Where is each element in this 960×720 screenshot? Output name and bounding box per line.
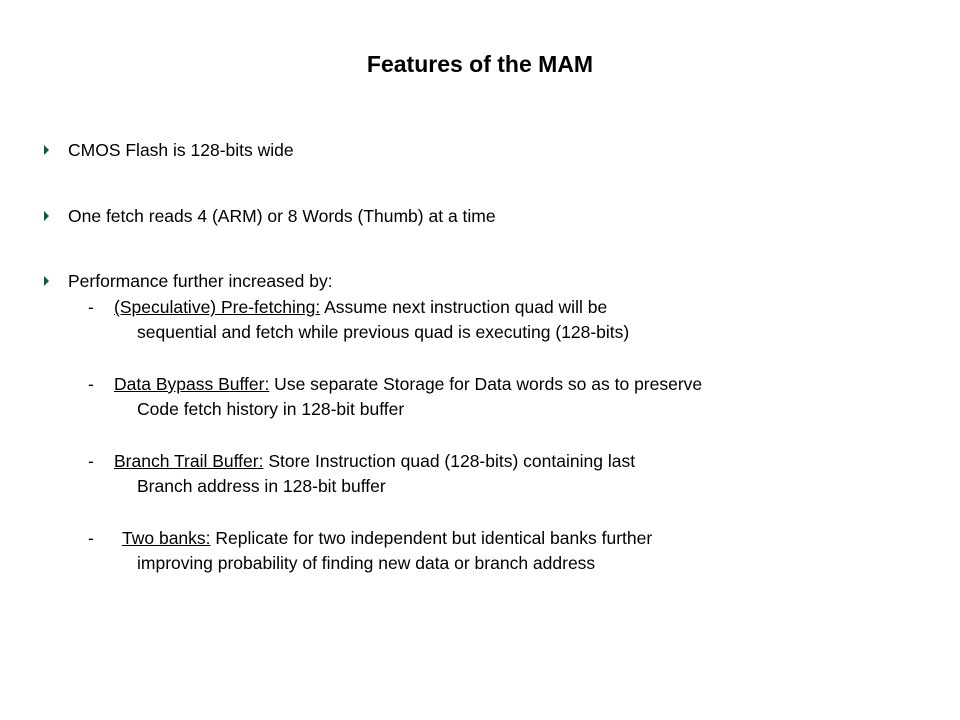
sub-item-continuation: sequential and fetch while previous quad is executing (128-bits) (137, 322, 630, 342)
sub-item-line (114, 448, 635, 474)
triangle-right-icon (44, 145, 49, 155)
sub-item-continuation: Code fetch history in 128-bit buffer (137, 399, 405, 419)
triangle-right-icon (44, 211, 49, 221)
sub-item-description: Assume next instruction quad will be (320, 297, 608, 317)
sub-item-continuation: improving probability of finding new data or branch address (137, 553, 596, 573)
sub-item-dash: - (88, 297, 94, 317)
sub-item-term: Two banks: (122, 528, 211, 548)
sub-item-line (122, 525, 652, 551)
sub-item-term: Branch Trail Buffer: (114, 451, 264, 471)
sub-item-term: Data Bypass Buffer: (114, 374, 270, 394)
sub-item-description: Store Instruction quad (128-bits) containing last (263, 451, 636, 471)
sub-item-line (114, 294, 607, 320)
sub-item-dash: - (88, 374, 94, 394)
sub-item-description: Replicate for two independent but identical banks further (210, 528, 653, 548)
slide-title: Features of the MAM (366, 51, 594, 77)
triangle-right-icon (44, 276, 49, 286)
sub-item-description: Use separate Storage for Data words so as to preserve (269, 374, 703, 394)
sub-item-dash: - (88, 528, 94, 548)
sub-item-dash: - (88, 451, 94, 471)
sub-item-continuation: Branch address in 128-bit buffer (137, 476, 386, 496)
bullet-text: Performance further increased by: (68, 271, 333, 291)
sub-item-line (114, 371, 702, 397)
sub-item-term: (Speculative) Pre-fetching: (114, 297, 321, 317)
bullet-text: CMOS Flash is 128-bits wide (68, 140, 294, 160)
bullet-text: One fetch reads 4 (ARM) or 8 Words (Thumb) at a time (68, 206, 496, 226)
